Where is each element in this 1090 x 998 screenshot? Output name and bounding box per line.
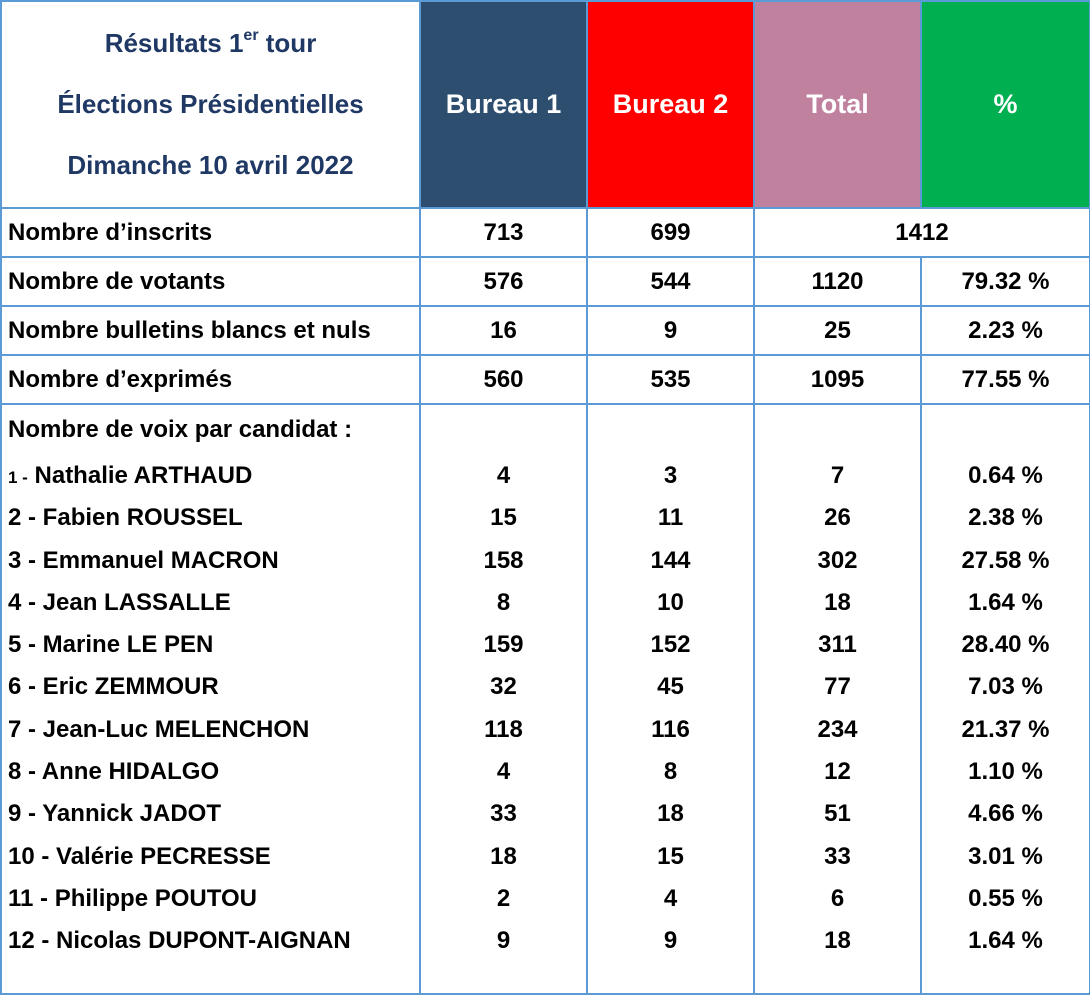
candidate-total-value: 18: [824, 927, 851, 955]
candidate-percent-list: [922, 455, 1089, 963]
candidate-b1-value: 2: [496, 884, 511, 912]
candidate-total-value: 51: [824, 800, 851, 828]
candidate-b1-value: 4: [496, 462, 511, 489]
row-label: Nombre bulletins blancs et nuls: [1, 306, 420, 355]
candidate-number: 2 -: [8, 504, 37, 532]
candidate-name: [8, 751, 419, 793]
candidate-pct-value: 1.64 %: [968, 927, 1043, 955]
candidate-names-column: [1, 404, 420, 994]
cell-bureau-2: 9: [587, 306, 754, 355]
candidate-b2-value: 4: [663, 884, 678, 912]
candidate-b2-value: 9: [663, 927, 678, 955]
candidate-b1-value: 18: [490, 842, 517, 870]
candidate-pct-value: 0.64 %: [968, 462, 1043, 489]
candidate-pct-value: 1.10 %: [968, 758, 1043, 786]
candidate-fullname: Valérie PECRESSE: [49, 842, 271, 870]
cell-bureau-2: 535: [587, 355, 754, 404]
title-line-3: Dimanche 10 avril 2022: [67, 150, 354, 180]
candidate-bureau-1-list: [421, 455, 586, 963]
candidate-total-value: 6: [830, 884, 845, 912]
title-line-1: Résultats 1er tour: [104, 27, 317, 58]
row-label: Nombre d’inscrits: [1, 208, 420, 257]
candidate-b2-value: 15: [657, 842, 684, 870]
candidate-b2-value: 8: [663, 758, 678, 786]
candidate-number: 7 -: [8, 715, 37, 743]
candidate-b1-value: 32: [490, 673, 517, 701]
header-row: [1, 1, 1090, 208]
candidate-b1-value: 33: [490, 800, 517, 828]
cell-total: 1412: [754, 208, 1090, 257]
row-exprimes: [1, 355, 1090, 404]
cell-total: 25: [754, 306, 921, 355]
candidate-total-value: 311: [818, 631, 857, 659]
candidate-total-value: 12: [824, 758, 851, 786]
candidates-block: [1, 404, 1090, 994]
cell-percent: 79.32 %: [921, 257, 1090, 306]
cell-total: 1120: [754, 257, 921, 306]
column-header-bureau-1: Bureau 1: [420, 1, 587, 208]
candidate-name: [8, 709, 419, 751]
candidate-fullname: Nicolas DUPONT-AIGNAN: [49, 927, 351, 955]
cell-bureau-1: 560: [420, 355, 587, 404]
candidate-fullname: Fabien ROUSSEL: [36, 504, 243, 532]
candidate-name: [8, 540, 419, 582]
row-label: Nombre d’exprimés: [1, 355, 420, 404]
candidate-name-list: [8, 455, 419, 963]
candidate-name: [8, 666, 419, 708]
candidate-name: [8, 624, 419, 666]
candidate-name: [8, 836, 419, 878]
candidate-number: 1 -: [8, 468, 28, 487]
cell-bureau-1: 576: [420, 257, 587, 306]
candidate-number: 3 -: [8, 546, 37, 574]
column-header-percent: %: [921, 1, 1090, 208]
candidate-name: [8, 582, 419, 624]
candidate-pct-value: 7.03 %: [968, 673, 1043, 701]
candidate-total-value: 77: [824, 673, 851, 701]
candidate-name: [8, 920, 419, 962]
candidate-number: 6 -: [8, 673, 37, 701]
candidate-b1-value: 159: [483, 631, 524, 659]
candidate-fullname: Eric ZEMMOUR: [36, 673, 219, 701]
candidate-name: [8, 793, 419, 835]
candidate-b1-value: 15: [490, 504, 517, 532]
candidate-total-value: 33: [824, 842, 851, 870]
candidate-pct-value: 2.38 %: [968, 504, 1043, 532]
candidate-number: 9 -: [8, 800, 37, 828]
candidate-b2-value: 10: [657, 588, 684, 616]
candidate-pct-value: 0.55 %: [968, 884, 1043, 912]
candidate-b2-value: 11: [657, 504, 684, 532]
candidate-total-column: [754, 404, 921, 994]
candidate-number: 4 -: [8, 588, 37, 616]
candidate-bureau-2-column: [587, 404, 754, 994]
candidate-total-value: 7: [830, 462, 845, 489]
table-title: [1, 1, 420, 208]
candidate-b1-value: 9: [496, 927, 511, 955]
candidate-b1-value: 118: [484, 715, 523, 743]
candidate-b2-value: 144: [650, 546, 691, 574]
candidate-pct-value: 28.40 %: [961, 631, 1050, 659]
candidate-pct-value: 27.58 %: [961, 546, 1050, 574]
candidate-bureau-1-column: [420, 404, 587, 994]
candidate-pct-value: 4.66 %: [968, 800, 1043, 828]
candidate-pct-value: 1.64 %: [968, 588, 1043, 616]
candidate-number: 8 -: [8, 758, 37, 786]
candidate-fullname: Nathalie ARTHAUD: [27, 462, 253, 489]
row-inscrits: [1, 208, 1090, 257]
candidate-total-value: 302: [817, 546, 858, 574]
cell-bureau-2: 699: [587, 208, 754, 257]
candidate-name: [8, 455, 419, 497]
candidate-total-value: 26: [824, 504, 851, 532]
candidate-total-value: 18: [824, 588, 851, 616]
candidate-total-value: 234: [817, 715, 858, 743]
cell-bureau-1: 713: [420, 208, 587, 257]
cell-bureau-1: 16: [420, 306, 587, 355]
candidate-b1-value: 158: [483, 546, 524, 574]
candidate-b2-value: 152: [650, 631, 691, 659]
cell-total: 1095: [754, 355, 921, 404]
candidate-b2-value: 116: [651, 715, 690, 743]
candidate-pct-value: 21.37 %: [961, 715, 1050, 743]
candidate-b2-value: 18: [657, 800, 684, 828]
candidate-number: 12 -: [8, 927, 50, 955]
candidate-bureau-2-list: [588, 455, 753, 963]
column-header-bureau-2: Bureau 2: [587, 1, 754, 208]
candidates-heading: Nombre de voix par candidat :: [8, 416, 353, 443]
candidate-fullname: Philippe POUTOU: [48, 884, 257, 912]
cell-percent: 2.23 %: [921, 306, 1090, 355]
column-header-total: Total: [754, 1, 921, 208]
candidate-b1-value: 4: [496, 758, 511, 786]
candidate-fullname: Yannick JADOT: [36, 800, 221, 828]
candidate-fullname: Marine LE PEN: [36, 631, 214, 659]
candidate-number: 10 -: [8, 842, 50, 870]
candidate-name: [8, 497, 419, 539]
title-line-2: Élections Présidentielles: [57, 89, 364, 119]
candidate-b1-value: 8: [496, 588, 511, 616]
candidate-b2-value: 45: [657, 673, 684, 701]
candidate-fullname: Anne HIDALGO: [36, 758, 220, 786]
row-votants: [1, 257, 1090, 306]
candidate-b2-value: 3: [663, 462, 678, 489]
row-label: Nombre de votants: [1, 257, 420, 306]
candidate-fullname: Jean LASSALLE: [36, 588, 231, 616]
candidate-fullname: Jean-Luc MELENCHON: [36, 715, 310, 743]
candidate-name: [8, 878, 419, 920]
candidate-fullname: Emmanuel MACRON: [36, 546, 279, 574]
candidate-number: 11 -: [8, 884, 49, 912]
candidate-pct-value: 3.01 %: [968, 842, 1043, 870]
candidate-number: 5 -: [8, 631, 37, 659]
row-blancs-nuls: [1, 306, 1090, 355]
cell-bureau-2: 544: [587, 257, 754, 306]
candidate-percent-column: [921, 404, 1090, 994]
cell-percent: 77.55 %: [921, 355, 1090, 404]
candidate-total-list: [755, 455, 920, 963]
